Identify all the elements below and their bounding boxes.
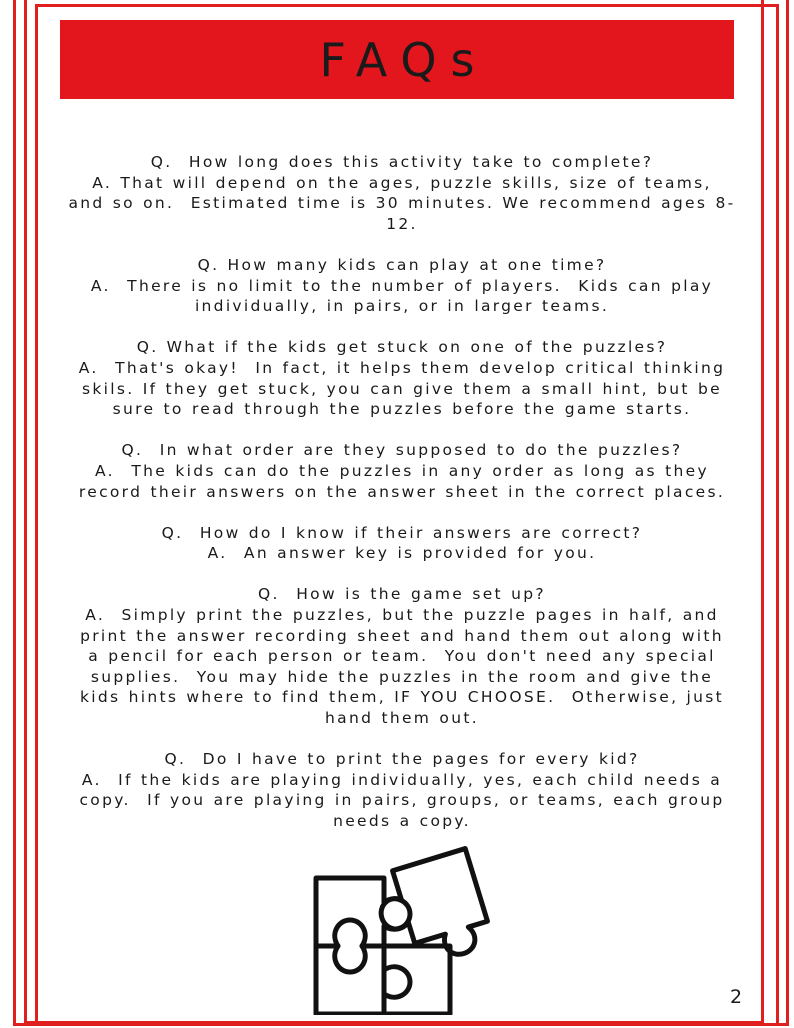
faq-question: Q. How long does this activity take to complete? [150, 153, 654, 171]
faq-answer-line: and so on. Estimated time is 30 minutes. We recommend ages 8- [68, 194, 736, 213]
title-banner [60, 20, 734, 99]
faq-answer-line: a pencil for each person or team. You don't need any special [88, 647, 716, 666]
faq-question: Q. How is the game set up? [258, 585, 546, 604]
faq-answer-line: supplies. You may hide the puzzles in the room and give the [90, 667, 714, 686]
faq-answer-line: copy. If you are playing in pairs, groups, or teams, each group [79, 791, 725, 810]
faq-answer-line: A. The kids can do the puzzles in any order as long as they [95, 461, 709, 480]
faq-answer-line: individually, in pairs, or in larger teams. [194, 297, 610, 316]
faq-question: Q. How many kids can play at one time? [197, 255, 607, 274]
faq-question: Q. Do I have to print the pages for every kid? [164, 750, 640, 769]
faq-question: Q. What if the kids get stuck on one of the puzzles? [136, 338, 668, 357]
faq-answer-line: A. An answer key is provided for you. [207, 544, 597, 563]
faq-answer-line: hand them out. [325, 709, 479, 728]
faq-answer-line: A. If the kids are playing individually, yes, each child needs a [81, 770, 723, 789]
faq-answer-line: A. That will depend on the ages, puzzle skills, size of teams, [92, 173, 712, 192]
faq-answer-line: A. Simply print the puzzles, but the puzzle pages in half, and [85, 606, 719, 625]
faq-answer-line: kids hints where to find them, IF YOU CHOOSE. Otherwise, just [79, 688, 725, 707]
page-number: 2 [730, 986, 743, 1008]
faq-list [44, 152, 760, 852]
faq-answer-line: skils. If they get stuck, you can give them a small hint, but be [82, 379, 722, 398]
faq-answer-line: needs a copy. [333, 812, 471, 830]
faq-answer-line: 12. [386, 214, 418, 233]
faq-item [44, 749, 760, 831]
faq-item [44, 152, 760, 234]
faq-answer-line: A. There is no limit to the number of players. Kids can play [90, 276, 714, 295]
faq-item [44, 523, 760, 564]
faq-item [44, 440, 760, 502]
faq-item [44, 337, 760, 419]
puzzle-pieces-icon [300, 830, 500, 1015]
faq-answer-line: record their answers on the answer sheet in the correct places. [78, 482, 726, 501]
faq-answer-line: sure to read through the puzzles before the game starts. [112, 400, 692, 419]
faq-item [44, 584, 760, 728]
faq-answer-line: A. That's okay! In fact, it helps them develop critical thinking [78, 358, 726, 377]
faq-question: Q. In what order are they supposed to do the puzzles? [121, 441, 683, 460]
faq-item [44, 255, 760, 317]
faq-answer-line: print the answer recording sheet and hand them out along with [80, 626, 724, 645]
page-title: FAQs [319, 32, 489, 87]
faq-question: Q. How do I know if their answers are correct? [161, 523, 643, 542]
